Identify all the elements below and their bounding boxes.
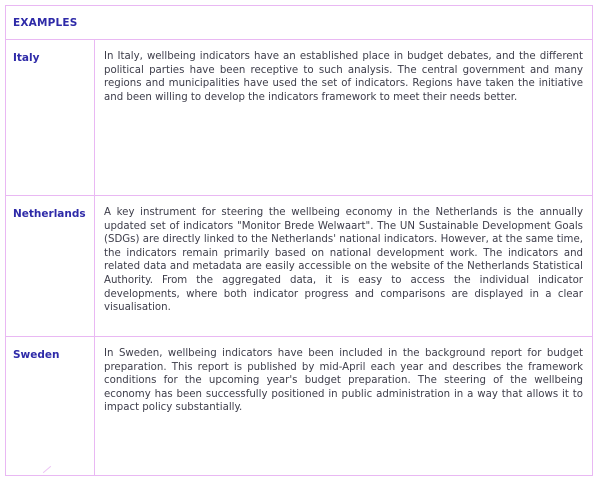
country-label-sweden: Sweden — [6, 337, 95, 475]
table-row-sweden — [6, 337, 592, 475]
country-text-italy: In Italy, wellbeing indicators have an established place in budget debates, and the different political parties have been receptive to such analysis. The central government and many regions and municipalities have used the set of indicators. Regions have taken the initiative and been willing to develop the indicators framework to meet their needs better. — [104, 51, 583, 103]
examples-box — [5, 5, 593, 476]
country-label-italy: Italy — [6, 40, 95, 195]
country-label-netherlands: Netherlands — [6, 196, 95, 336]
table-row-italy — [6, 40, 592, 196]
examples-title: EXAMPLES — [13, 16, 78, 29]
country-text-sweden: In Sweden, wellbeing indicators have been included in the background report for budget preparation. This report is published by mid-April each year and describes the framework conditions for the upcoming year's budget preparation. The steering of the wellbeing economy has been successfully positioned in public administration in a way that allows it to impact policy substantially. — [104, 348, 583, 414]
country-text-netherlands: A key instrument for steering the wellbeing economy in the Netherlands is the annually updated set of indicators "Monitor Brede Welwaart". The UN Sustainable Development Goals (SDGs) are directly linked to the Netherlands' national indicators. However, at the same time, the indicators remain primarily based on national development work. The indicators and related data and metadata are easily accessible on the website of the Netherlands Statistical Authority. From the aggregated data, it is easy to access the individual indicator developments, where both indicator progress and comparisons are displayed in a clear visualisation. — [104, 207, 583, 314]
table-row-netherlands — [6, 196, 592, 337]
examples-header — [6, 6, 592, 40]
